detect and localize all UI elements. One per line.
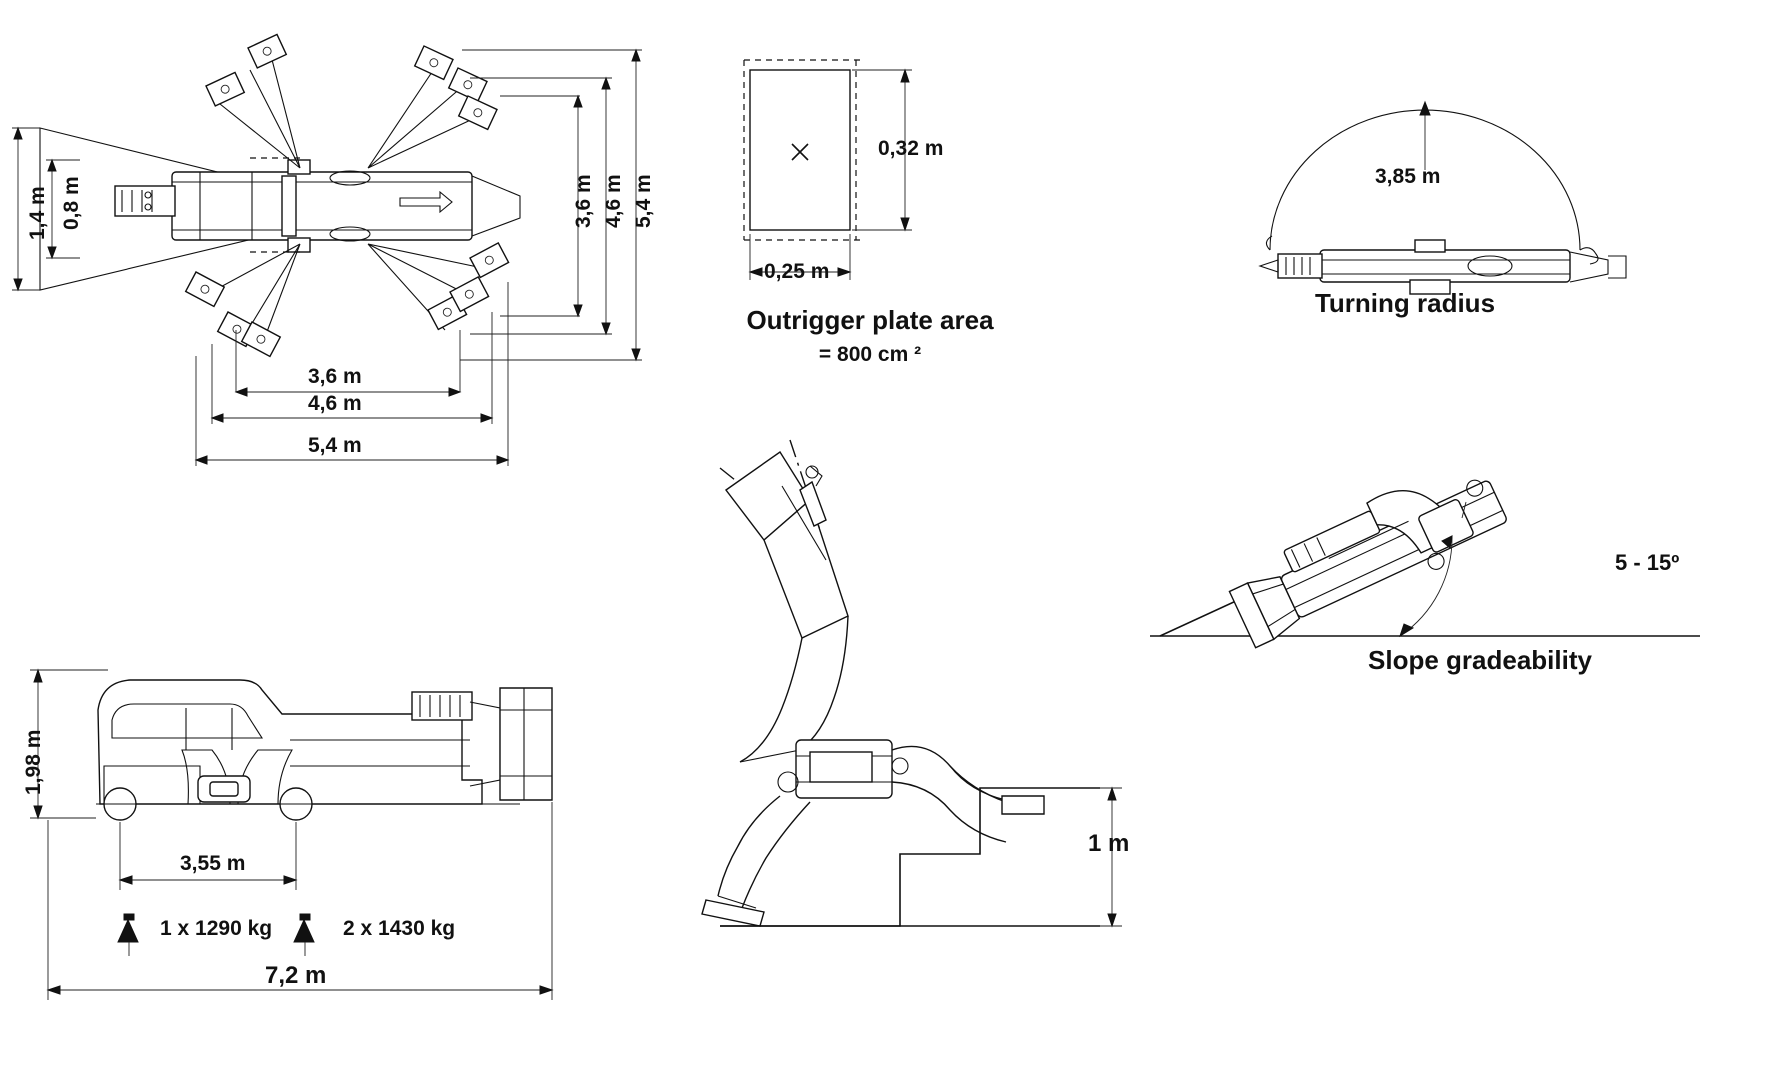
outrigger-plan-drawing [0,0,760,520]
side-length-label: 7,2 m [265,962,327,989]
step-height-label: 1 m [1088,830,1130,857]
panel-slope [1230,440,1770,740]
plan-bottom-dim-3-6m: 3,6 m [308,365,362,388]
slope-caption: Slope gradeability [1368,645,1592,675]
plan-bottom-dim-4-6m: 4,6 m [308,392,362,415]
plate-width-label: 0,25 m [764,260,830,283]
slope-angle-label: 5 - 15º [1615,550,1680,575]
plan-right-dim-4-6m: 4,6 m [602,174,625,228]
slope-drawing [1230,440,1770,740]
side-view-drawing [0,590,660,1060]
panel-outrigger-plan [0,0,760,520]
plan-dim-1-4m: 1,4 m [26,186,49,240]
plate-height-label: 0,32 m [878,137,944,160]
plan-dim-0-8m: 0,8 m [60,176,83,230]
axle-load-rear-label: 2 x 1430 kg [343,917,456,940]
panel-stair-climb [660,430,1200,1050]
axle-load-front-label: 1 x 1290 kg [160,917,273,940]
panel-outrigger-plate [700,20,1120,420]
panel-turning-radius [1250,60,1680,350]
plan-right-dim-5-4m: 5,4 m [632,174,655,228]
turning-radius-label: 3,85 m [1375,165,1441,188]
side-wheelbase-label: 3,55 m [180,852,246,875]
plate-caption-sub: = 800 cm ² [818,343,922,366]
stair-climb-drawing [660,430,1200,1050]
turning-radius-caption: Turning radius [1314,288,1496,318]
panel-side-view [0,590,660,1060]
plan-bottom-dim-5-4m: 5,4 m [308,434,362,457]
side-height-label: 1,98 m [22,729,45,795]
plan-right-dim-3-6m: 3,6 m [572,174,595,228]
plate-caption: Outrigger plate area [746,305,994,335]
